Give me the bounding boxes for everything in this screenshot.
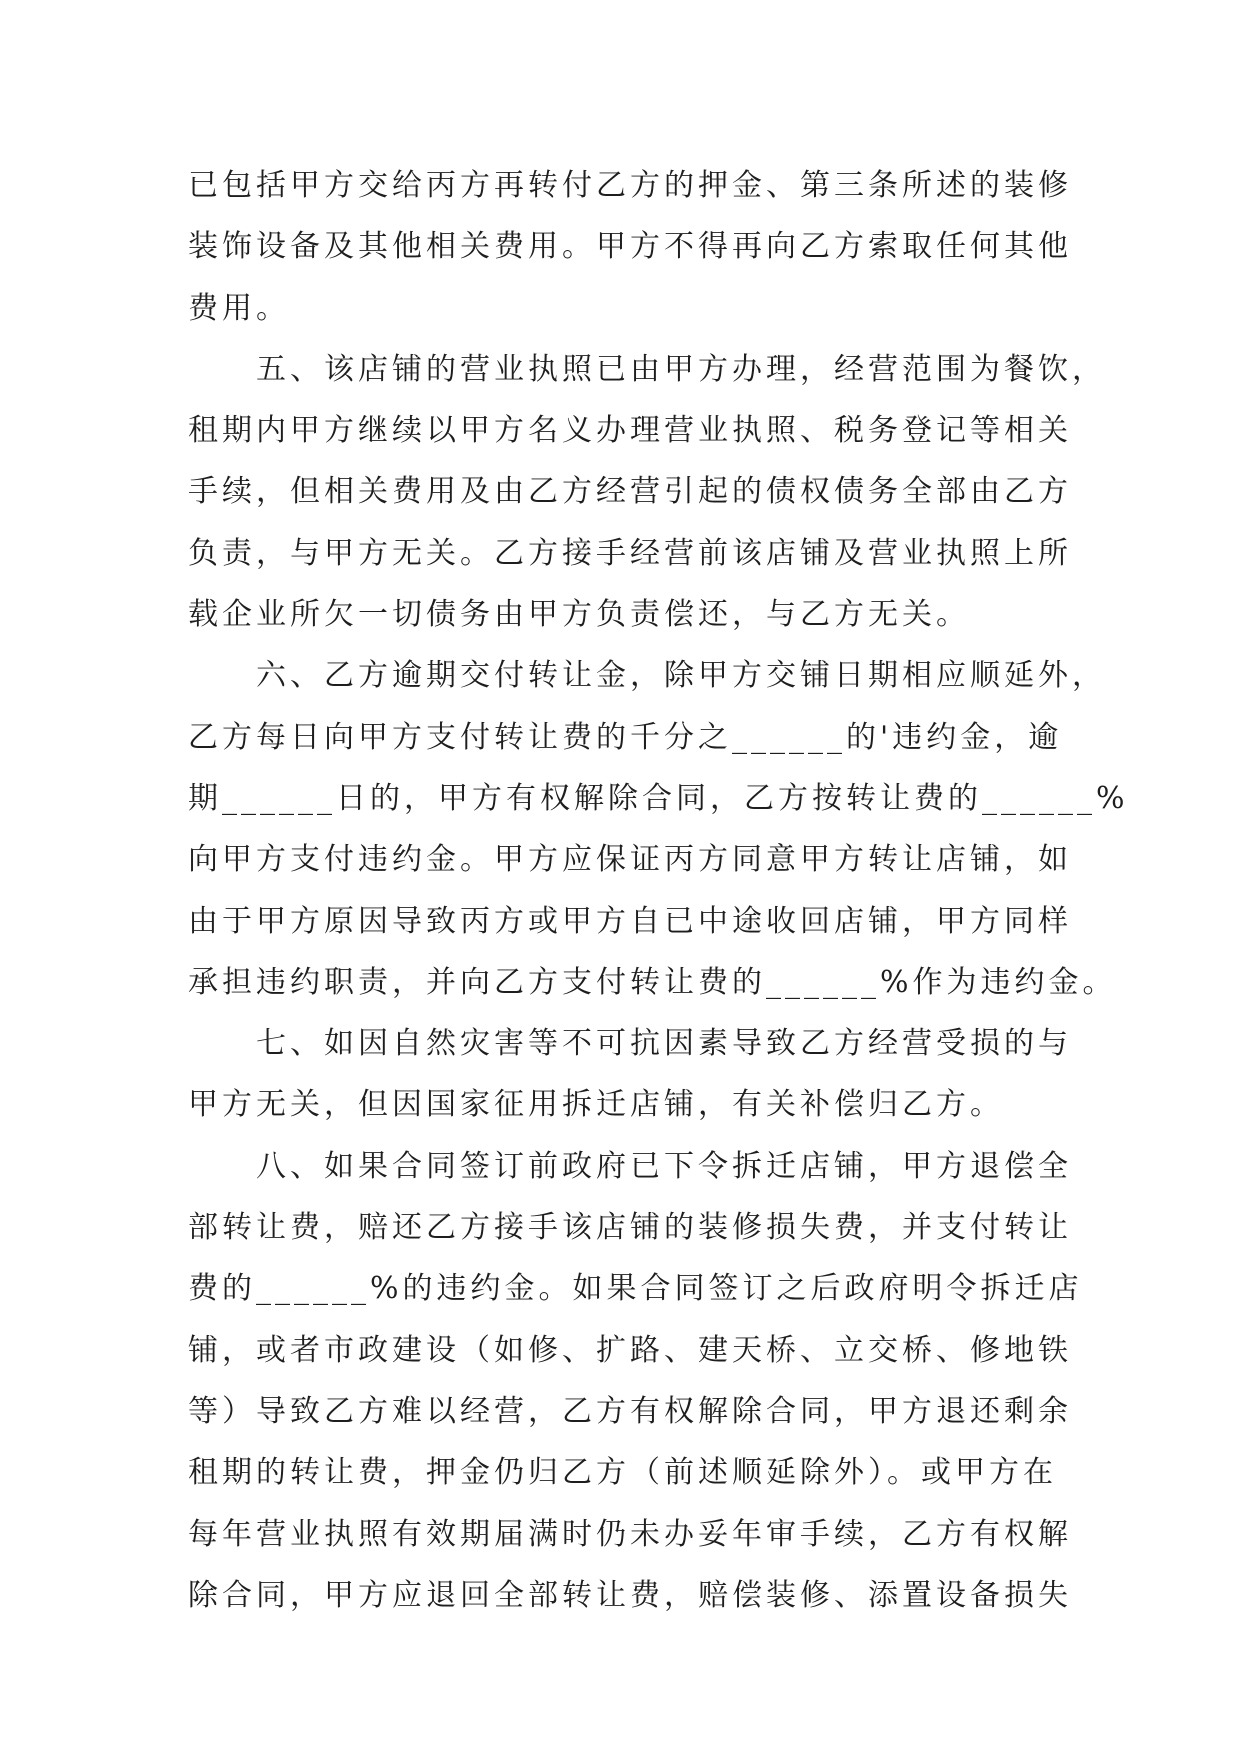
text-line-21: 等）导致乙方难以经营，乙方有权解除合同，甲方退还剩余 xyxy=(188,1393,1072,1429)
text-line-8: 载企业所欠一切债务由甲方负责偿还，与乙方无关。 xyxy=(188,597,970,633)
contract-body-text xyxy=(188,155,1129,1626)
text-line-6: 手续，但相关费用及由乙方经营引起的债权债务全部由乙方 xyxy=(188,474,1072,510)
text-line-17: 八、如果合同签订前政府已下令拆迁店铺，甲方退偿全 xyxy=(188,1148,1072,1184)
text-line-12: 向甲方支付违约金。甲方应保证丙方同意甲方转让店铺，如 xyxy=(188,842,1072,878)
text-line-23: 每年营业执照有效期届满时仍未办妥年审手续，乙方有权解 xyxy=(188,1516,1072,1552)
text-line-13: 由于甲方原因导致丙方或甲方自已中途收回店铺，甲方同样 xyxy=(188,903,1072,939)
text-line-5: 租期内甲方继续以甲方名义办理营业执照、税务登记等相关 xyxy=(188,413,1072,449)
text-line-19: 费的______%的违约金。如果合同签订之后政府明令拆迁店 xyxy=(188,1271,1083,1307)
text-line-18: 部转让费，赔还乙方接手该店铺的装修损失费，并支付转让 xyxy=(188,1210,1072,1246)
text-line-7: 负责，与甲方无关。乙方接手经营前该店铺及营业执照上所 xyxy=(188,535,1072,571)
text-line-15: 七、如因自然灾害等不可抗因素导致乙方经营受损的与 xyxy=(188,1026,1072,1062)
text-line-14: 承担违约职责，并向乙方支付转让费的______%作为违约金。 xyxy=(188,964,1117,1000)
text-line-24: 除合同，甲方应退回全部转让费，赔偿装修、添置设备损失 xyxy=(188,1577,1072,1613)
text-line-20: 铺，或者市政建设（如修、扩路、建天桥、立交桥、修地铁 xyxy=(188,1332,1072,1368)
text-line-22: 租期的转让费，押金仍归乙方（前述顺延除外）。或甲方在 xyxy=(188,1455,1057,1491)
text-line-16: 甲方无关，但因国家征用拆迁店铺，有关补偿归乙方。 xyxy=(188,1087,1004,1123)
text-line-10: 乙方每日向甲方支付转让费的千分之______的'违约金，逾 xyxy=(188,719,1063,755)
text-line-3: 费用。 xyxy=(188,290,290,326)
text-line-9: 六、乙方逾期交付转让金，除甲方交铺日期相应顺延外， xyxy=(188,658,1106,694)
text-line-2: 装饰设备及其他相关费用。甲方不得再向乙方索取任何其他 xyxy=(188,229,1072,265)
text-line-1: 已包括甲方交给丙方再转付乙方的押金、第三条所述的装修 xyxy=(188,168,1072,203)
text-line-11: 期______日的，甲方有权解除合同，乙方按转让费的______% xyxy=(188,780,1129,816)
text-line-4: 五、该店铺的营业执照已由甲方办理，经营范围为餐饮， xyxy=(188,351,1106,387)
